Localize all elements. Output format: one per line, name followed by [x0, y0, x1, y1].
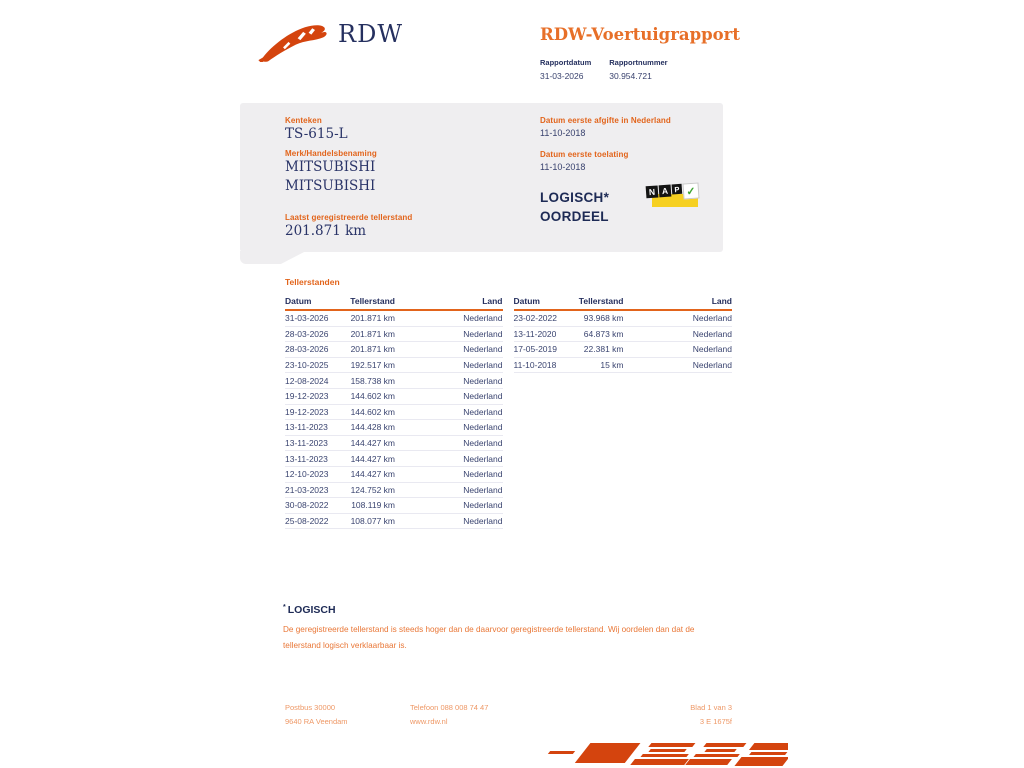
- cell-datum: 11-10-2018: [513, 360, 557, 371]
- afgifte-value: 11-10-2018: [540, 128, 586, 138]
- table-header: [514, 296, 733, 311]
- nap-letter-p: P: [672, 184, 683, 195]
- footer-pagination: [690, 701, 732, 729]
- rdw-wing-icon: [256, 20, 332, 62]
- cell-tellerstand: 144.602 km: [350, 391, 395, 402]
- report-date-value: 31-03-2026: [540, 71, 584, 81]
- form-code: 3 E 1675f: [699, 717, 732, 726]
- cell-land: Nederland: [692, 313, 732, 324]
- table-row: [514, 327, 733, 343]
- logisch-note: [283, 604, 713, 653]
- cell-tellerstand: 144.427 km: [350, 469, 395, 480]
- report-number-value: 30.954.721: [609, 71, 652, 81]
- nap-letter-a: A: [659, 185, 672, 198]
- oordeel-line2: OORDEEL: [540, 209, 609, 224]
- cell-land: Nederland: [463, 469, 503, 480]
- handelsbenaming-value: MITSUBISHI: [285, 178, 376, 194]
- table-row: [285, 373, 503, 389]
- cell-tellerstand: 144.602 km: [350, 406, 395, 417]
- cell-tellerstand: 22.381 km: [583, 344, 624, 355]
- tellerstanden-table-right: [514, 296, 733, 529]
- oordeel-text: [540, 188, 609, 226]
- cell-tellerstand: 124.752 km: [350, 484, 395, 495]
- cell-datum: 12-10-2023: [285, 469, 329, 480]
- cell-datum: 31-03-2026: [285, 313, 329, 324]
- tellerstand-label: Laatst geregistreerde tellerstand: [285, 213, 413, 222]
- rdw-logo: [256, 16, 406, 66]
- cell-land: Nederland: [463, 391, 503, 402]
- footer-contact: [410, 701, 488, 729]
- cell-datum: 13-11-2023: [285, 438, 328, 449]
- cell-tellerstand: 108.077 km: [350, 516, 395, 527]
- report-meta: [540, 58, 760, 81]
- cell-tellerstand: 192.517 km: [350, 360, 395, 371]
- note-body: De geregistreerde tellerstand is steeds hoger dan de daarvoor geregistreerde tellerstand. Wij oordelen dan dat de tellerstand logisch verklaarbaar is.: [283, 625, 695, 650]
- cell-land: Nederland: [463, 484, 503, 495]
- cell-tellerstand: 144.427 km: [350, 453, 395, 464]
- note-title-text: LOGISCH: [287, 604, 336, 616]
- cell-datum: 28-03-2026: [285, 344, 329, 355]
- cell-tellerstand: 15 km: [600, 360, 624, 371]
- cell-tellerstand: 93.968 km: [583, 313, 624, 324]
- report-date-field: [540, 58, 591, 81]
- table-row: [285, 467, 503, 483]
- check-icon: ✓: [682, 182, 699, 199]
- cell-tellerstand: 201.871 km: [350, 328, 395, 339]
- cell-land: Nederland: [463, 328, 503, 339]
- footer-address: [285, 701, 348, 729]
- table-row: [285, 451, 503, 467]
- report-number-field: [609, 58, 667, 81]
- cell-land: Nederland: [463, 438, 503, 449]
- cell-land: Nederland: [463, 500, 503, 511]
- page-indicator: Blad 1 van 3: [690, 703, 732, 712]
- col-tellerstand: Tellerstand: [578, 296, 624, 306]
- toelating-value: 11-10-2018: [540, 162, 586, 172]
- cell-land: Nederland: [692, 360, 732, 371]
- nap-letters: [646, 184, 684, 199]
- oordeel-line1: LOGISCH*: [540, 190, 610, 205]
- cell-land: Nederland: [463, 344, 503, 355]
- table-header: [285, 296, 503, 311]
- report-date-label: Rapportdatum: [540, 58, 592, 67]
- note-asterisk: *: [283, 604, 286, 611]
- cell-datum: 12-08-2024: [285, 375, 329, 386]
- note-title: [283, 604, 713, 616]
- cell-tellerstand: 144.427 km: [350, 438, 395, 449]
- table-row: [285, 420, 503, 436]
- cell-tellerstand: 108.119 km: [351, 500, 395, 511]
- col-datum: Datum: [285, 296, 312, 306]
- cell-tellerstand: 144.428 km: [350, 422, 395, 433]
- table-row: [514, 311, 733, 327]
- table-row: [285, 389, 503, 405]
- kenteken-label: Kenteken: [285, 116, 322, 125]
- cell-land: Nederland: [692, 344, 732, 355]
- col-land: Land: [711, 296, 732, 306]
- merk-value: MITSUBISHI: [285, 159, 376, 175]
- phone: Telefoon 088 008 74 47: [410, 703, 489, 712]
- cell-land: Nederland: [463, 375, 503, 386]
- cell-land: Nederland: [463, 422, 503, 433]
- nap-logo: [646, 183, 700, 211]
- cell-tellerstand: 201.871 km: [350, 313, 395, 324]
- toelating-label: Datum eerste toelating: [540, 150, 629, 159]
- cell-tellerstand: 64.873 km: [583, 328, 624, 339]
- table-row: [285, 327, 503, 343]
- col-land: Land: [482, 296, 503, 306]
- cell-datum: 23-02-2022: [513, 313, 557, 324]
- cell-datum: 25-08-2022: [285, 516, 329, 527]
- table-row: [285, 342, 503, 358]
- tellerstanden-section: [285, 277, 732, 529]
- rdw-logo-text: RDW: [338, 20, 403, 48]
- afgifte-label: Datum eerste afgifte in Nederland: [540, 116, 671, 125]
- cell-tellerstand: 158.738 km: [350, 375, 395, 386]
- cell-datum: 23-10-2025: [285, 360, 329, 371]
- cell-land: Nederland: [463, 516, 503, 527]
- card-tail: [240, 251, 306, 264]
- cell-datum: 17-05-2019: [513, 344, 557, 355]
- cell-land: Nederland: [463, 406, 503, 417]
- report-title: RDW-Voertuigrapport: [540, 25, 740, 44]
- cell-datum: 21-03-2023: [285, 484, 329, 495]
- table-row: [285, 311, 503, 327]
- report-number-label: Rapportnummer: [609, 58, 668, 67]
- tellerstand-value: 201.871 km: [285, 223, 367, 239]
- website: www.rdw.nl: [410, 717, 448, 726]
- cell-datum: 30-08-2022: [285, 500, 329, 511]
- section-title: Tellerstanden: [285, 277, 340, 287]
- kenteken-value: TS-615-L: [285, 126, 348, 142]
- table-row: [285, 436, 503, 452]
- cell-datum: 13-11-2020: [513, 328, 557, 339]
- address-line2: 9640 RA Veendam: [285, 717, 348, 726]
- cell-land: Nederland: [463, 453, 503, 464]
- table-row: [285, 358, 503, 374]
- table-row: [514, 358, 733, 374]
- col-datum: Datum: [513, 296, 540, 306]
- decorative-stripes-icon: [536, 741, 788, 768]
- cell-land: Nederland: [463, 313, 503, 324]
- cell-datum: 19-12-2023: [285, 391, 329, 402]
- table-row: [285, 498, 503, 514]
- table-row: [285, 514, 503, 530]
- address-line1: Postbus 30000: [285, 703, 336, 712]
- cell-datum: 19-12-2023: [285, 406, 329, 417]
- merk-label: Merk/Handelsbenaming: [285, 149, 377, 158]
- table-row: [514, 342, 733, 358]
- table-row: [285, 483, 503, 499]
- col-tellerstand: Tellerstand: [350, 296, 395, 306]
- vehicle-summary-card: [240, 103, 723, 252]
- cell-datum: 13-11-2023: [285, 422, 328, 433]
- cell-datum: 28-03-2026: [285, 328, 329, 339]
- cell-land: Nederland: [692, 328, 732, 339]
- cell-tellerstand: 201.871 km: [350, 344, 395, 355]
- tellerstanden-table-left: [285, 296, 503, 529]
- table-row: [285, 405, 503, 421]
- nap-letter-n: N: [646, 185, 659, 198]
- cell-datum: 13-11-2023: [285, 453, 328, 464]
- cell-land: Nederland: [463, 360, 503, 371]
